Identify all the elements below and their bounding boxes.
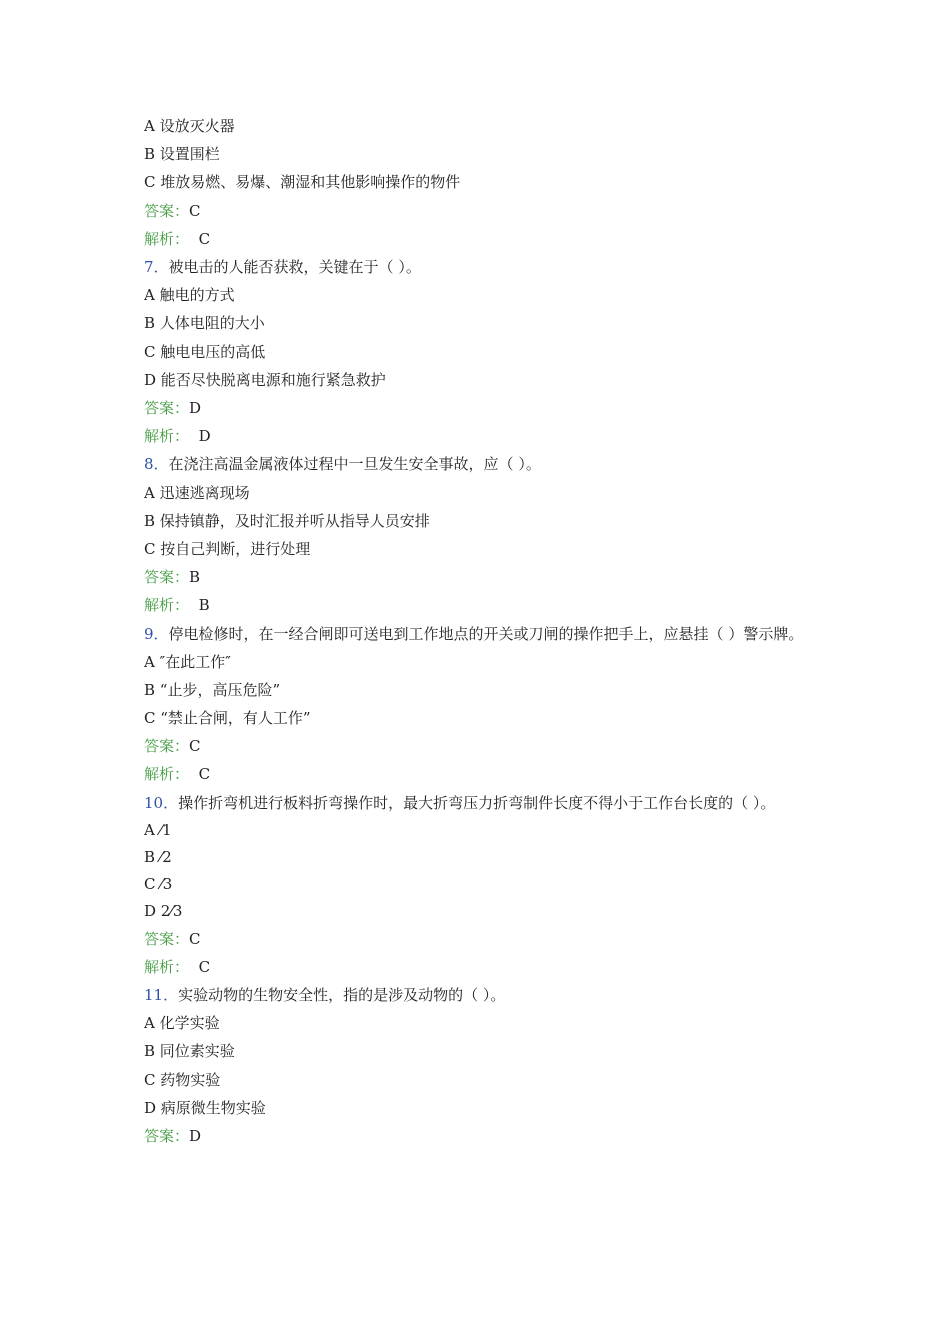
analysis-line (144, 225, 824, 253)
option-b: B “止步，高压危险” (144, 680, 281, 699)
analysis-label: 解析： (144, 765, 190, 784)
option-b: B 人体电阻的大小 (144, 314, 265, 333)
answer-label: 答案： (144, 201, 190, 220)
answer-label: 答案： (144, 737, 190, 756)
analysis-line (144, 422, 824, 450)
question-6 (144, 112, 824, 253)
question-number: 8． (144, 455, 169, 474)
answer-line (144, 925, 824, 953)
answer-value: D (189, 1127, 202, 1146)
answer-value: B (189, 568, 201, 587)
analysis-label: 解析： (144, 229, 190, 248)
option-b: B ⁄2 (144, 847, 172, 866)
answer-line (144, 1122, 824, 1150)
analysis-value: C (198, 229, 211, 248)
option-c: C 触电电压的高低 (144, 342, 266, 361)
question-11 (144, 981, 824, 1150)
option-d: D 能否尽快脱离电源和施行紧急救护 (144, 370, 386, 389)
question-stem (144, 450, 824, 478)
answer-label: 答案： (144, 929, 190, 948)
analysis-label: 解析： (144, 427, 190, 446)
analysis-line (144, 953, 824, 981)
option-a: A ⁄1 (144, 820, 172, 839)
option-c: C 堆放易燃、易爆、潮湿和其他影响操作的物件 (144, 173, 461, 192)
question-8 (144, 450, 824, 619)
question-text: 被电击的人能否获救，关键在于（ ）。 (168, 258, 421, 277)
option-b: B 同位素实验 (144, 1042, 235, 1061)
analysis-value: B (198, 596, 210, 615)
question-7 (144, 253, 824, 450)
question-stem (144, 253, 824, 281)
analysis-value: C (198, 765, 211, 784)
analysis-line (144, 591, 824, 619)
option-a: A ″在此工作″ (144, 652, 231, 671)
answer-label: 答案： (144, 568, 190, 587)
question-10 (144, 789, 824, 981)
option-d: D 2⁄3 (144, 901, 183, 920)
analysis-line (144, 760, 824, 788)
analysis-value: C (198, 957, 211, 976)
option-c: C 按自己判断，进行处理 (144, 540, 311, 559)
question-stem (144, 981, 824, 1009)
option-a: A 化学实验 (144, 1014, 220, 1033)
answer-value: D (189, 399, 202, 418)
question-text: 操作折弯机进行板料折弯操作时，最大折弯压力折弯制件长度不得小于工作台长度的（ ）。 (178, 793, 776, 812)
question-stem (144, 789, 824, 817)
option-b: B 保持镇静，及时汇报并听从指导人员安排 (144, 511, 430, 530)
option-d: D 病原微生物实验 (144, 1098, 266, 1117)
question-number: 9． (144, 624, 169, 643)
option-b: B 设置围栏 (144, 145, 220, 164)
option-a: A 触电的方式 (144, 286, 235, 305)
question-stem (144, 620, 824, 648)
option-c: C 药物实验 (144, 1070, 221, 1089)
question-list (144, 112, 824, 1150)
answer-line (144, 732, 824, 760)
answer-line (144, 197, 824, 225)
option-a: A 设放灭火器 (144, 117, 235, 135)
question-number: 11． (144, 986, 179, 1005)
option-a: A 迅速逃离现场 (144, 483, 250, 502)
question-text: 实验动物的生物安全性，指的是涉及动物的（ ）。 (178, 986, 506, 1005)
question-number: 10． (144, 793, 179, 812)
option-c: C ⁄3 (144, 874, 173, 893)
answer-value: C (189, 737, 201, 756)
question-9 (144, 620, 824, 789)
answer-line (144, 563, 824, 591)
answer-value: C (189, 929, 201, 948)
question-number: 7． (144, 258, 169, 277)
option-c: C “禁止合闸，有人工作” (144, 709, 311, 728)
analysis-label: 解析： (144, 957, 190, 976)
analysis-value: D (198, 427, 211, 446)
analysis-label: 解析： (144, 596, 190, 615)
question-text: 在浇注高温金属液体过程中一旦发生安全事故，应（ ）。 (168, 455, 541, 474)
answer-label: 答案： (144, 1127, 190, 1146)
answer-line (144, 394, 824, 422)
question-text: 停电检修时，在一经合闸即可送电到工作地点的开关或刀闸的操作把手上，应悬挂（ ）警示牌。 (168, 624, 804, 643)
answer-value: C (189, 201, 201, 220)
answer-label: 答案： (144, 399, 190, 418)
